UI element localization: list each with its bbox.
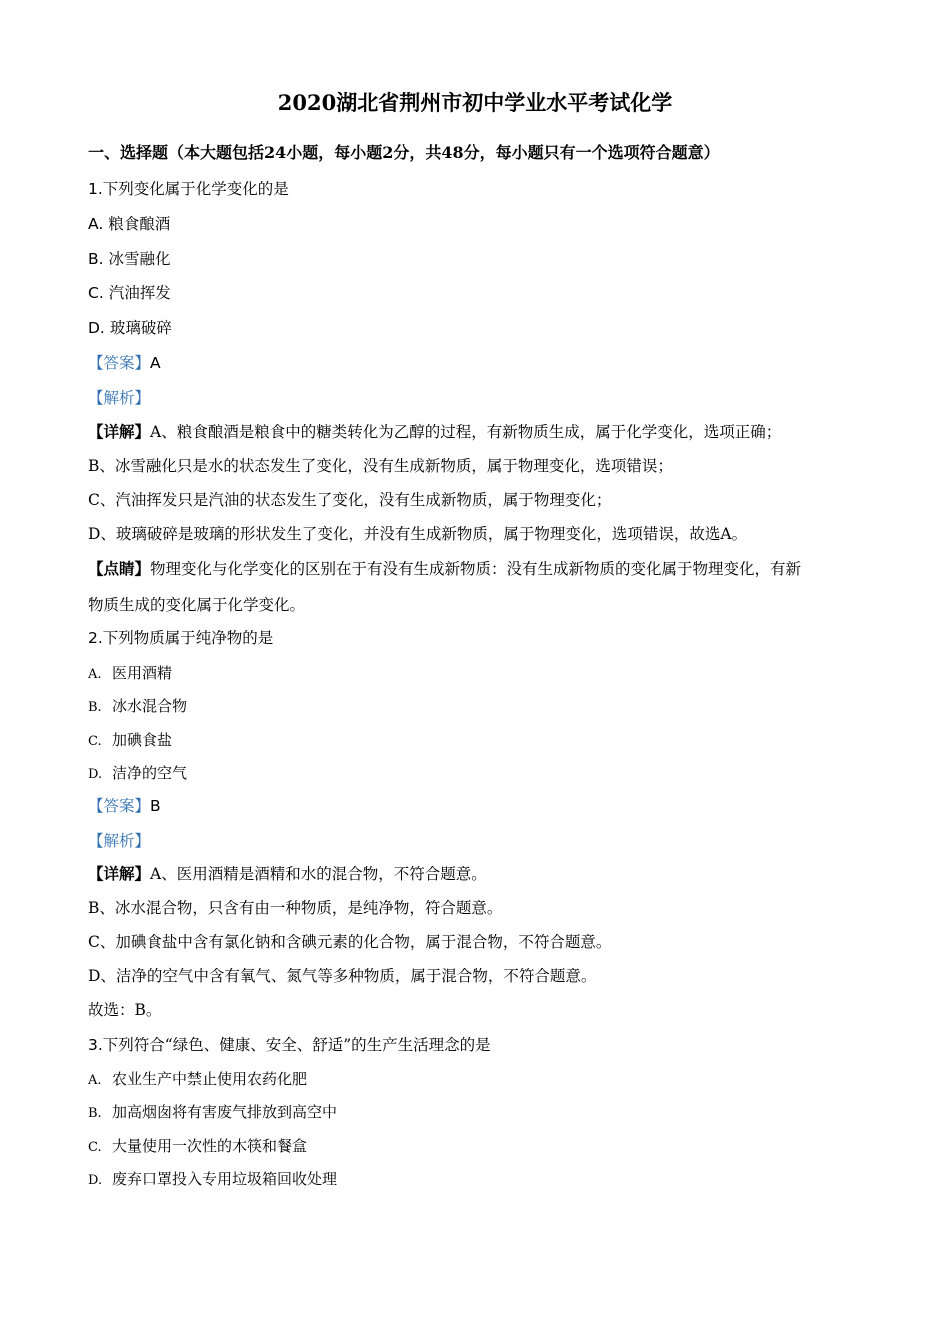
detail-text: A、粮食酿酒是粮食中的糖类转化为乙醇的过程，有新物质生成，属于化学变化，选项正确；: [150, 423, 782, 441]
question-1-analysis: [88, 387, 888, 409]
option-letter: B.: [88, 700, 102, 715]
question-2-analysis: [88, 830, 888, 852]
option-text: 大量使用一次性的木筷和餐盒: [112, 1137, 308, 1155]
question-3-text: 下列符合“绿色、健康、安全、舒适”的生产生活理念的是: [102, 1036, 491, 1054]
question-1-text: 下列变化属于化学变化的是: [102, 180, 289, 198]
question-1-number: 1.: [88, 180, 103, 198]
detail-label: 【详解】: [88, 422, 151, 441]
document-title: 2020湖北省荆州市初中学业水平考试化学: [277, 90, 673, 115]
answer-value: B: [150, 797, 161, 815]
option-letter: A.: [88, 215, 104, 233]
question-1-detail-a: [88, 421, 888, 443]
option-text: 加高烟囱将有害废气排放到高空中: [112, 1103, 338, 1121]
option-text: 玻璃破碎: [109, 319, 172, 337]
detail-text: A、医用酒精是酒精和水的混合物，不符合题意。: [150, 865, 487, 883]
comment-text: 物理变化与化学变化的区别在于有没有生成新物质：没有生成新物质的变化属于物理变化，有新: [150, 560, 802, 578]
option-text: 冰雪融化: [108, 250, 171, 268]
answer-label: 【答案】: [88, 354, 151, 372]
question-2-number: 2.: [88, 629, 103, 647]
section-heading: 一、选择题（本大题包括24小题，每小题2分，共48分，每小题只有一个选项符合题意）: [88, 143, 720, 162]
option-letter: C.: [88, 284, 104, 302]
analysis-label: 【解析】: [88, 389, 151, 407]
question-2-conclusion: 故选：B。: [88, 1001, 162, 1019]
question-2-detail-a: [88, 863, 888, 885]
option-letter: A.: [88, 667, 102, 682]
question-2-detail-c: C、加碘食盐中含有氯化钠和含碘元素的化合物，属于混合物，不符合题意。: [88, 933, 612, 951]
option-text: 洁净的空气: [112, 764, 188, 782]
question-1-detail-b: B、冰雪融化只是水的状态发生了变化，没有生成新物质，属于物理变化，选项错误；: [88, 457, 673, 475]
option-text: 加碘食盐: [112, 731, 173, 749]
question-2-stem: [88, 627, 888, 649]
option-letter: D.: [88, 319, 105, 337]
question-3-option-c: [88, 1135, 888, 1159]
option-letter: D.: [88, 767, 103, 782]
option-letter: D.: [88, 1173, 103, 1188]
question-2-option-d: [88, 762, 888, 786]
question-2-detail-b: B、冰水混合物，只含有由一种物质，是纯净物，符合题意。: [88, 899, 503, 917]
question-1-stem: [88, 178, 888, 200]
option-letter: C.: [88, 734, 102, 749]
option-letter: A.: [88, 1073, 102, 1088]
question-3-stem: [88, 1034, 888, 1056]
detail-label: 【详解】: [88, 864, 151, 883]
option-letter: C.: [88, 1140, 102, 1155]
answer-label: 【答案】: [88, 797, 151, 815]
question-2-option-a: [88, 662, 888, 686]
question-1-detail-d: D、玻璃破碎是玻璃的形状发生了变化，并没有生成新物质，属于物理变化，选项错误，故选A。: [88, 525, 748, 543]
question-1-detail-c: C、汽油挥发只是汽油的状态发生了变化，没有生成新物质，属于物理变化；: [88, 491, 612, 509]
question-1-answer: [88, 352, 888, 374]
question-2-option-c: [88, 729, 888, 753]
question-3-option-a: [88, 1068, 888, 1092]
analysis-label: 【解析】: [88, 832, 151, 850]
question-1-comment: [88, 558, 888, 580]
question-2-detail-d: D、洁净的空气中含有氧气、氮气等多种物质，属于混合物，不符合题意。: [88, 967, 597, 985]
question-1-option-c: [88, 282, 888, 304]
option-text: 冰水混合物: [112, 697, 188, 715]
option-letter: B.: [88, 1106, 102, 1121]
question-2-text: 下列物质属于纯净物的是: [102, 629, 274, 647]
answer-value: A: [150, 354, 161, 372]
question-3-number: 3.: [88, 1036, 103, 1054]
question-1-option-a: [88, 213, 888, 235]
option-text: 汽油挥发: [108, 284, 171, 302]
question-2-option-b: [88, 695, 888, 719]
question-1-comment-cont: 物质生成的变化属于化学变化。: [88, 596, 306, 614]
question-2-answer: [88, 795, 888, 817]
question-3-option-b: [88, 1101, 888, 1125]
option-text: 农业生产中禁止使用农药化肥: [112, 1070, 308, 1088]
comment-label: 【点睛】: [88, 559, 151, 578]
question-1-option-b: [88, 248, 888, 270]
option-letter: B.: [88, 250, 104, 268]
option-text: 粮食酿酒: [108, 215, 171, 233]
question-1-option-d: [88, 317, 888, 339]
option-text: 医用酒精: [112, 664, 173, 682]
option-text: 废弃口罩投入专用垃圾箱回收处理: [112, 1170, 338, 1188]
question-3-option-d: [88, 1168, 888, 1192]
